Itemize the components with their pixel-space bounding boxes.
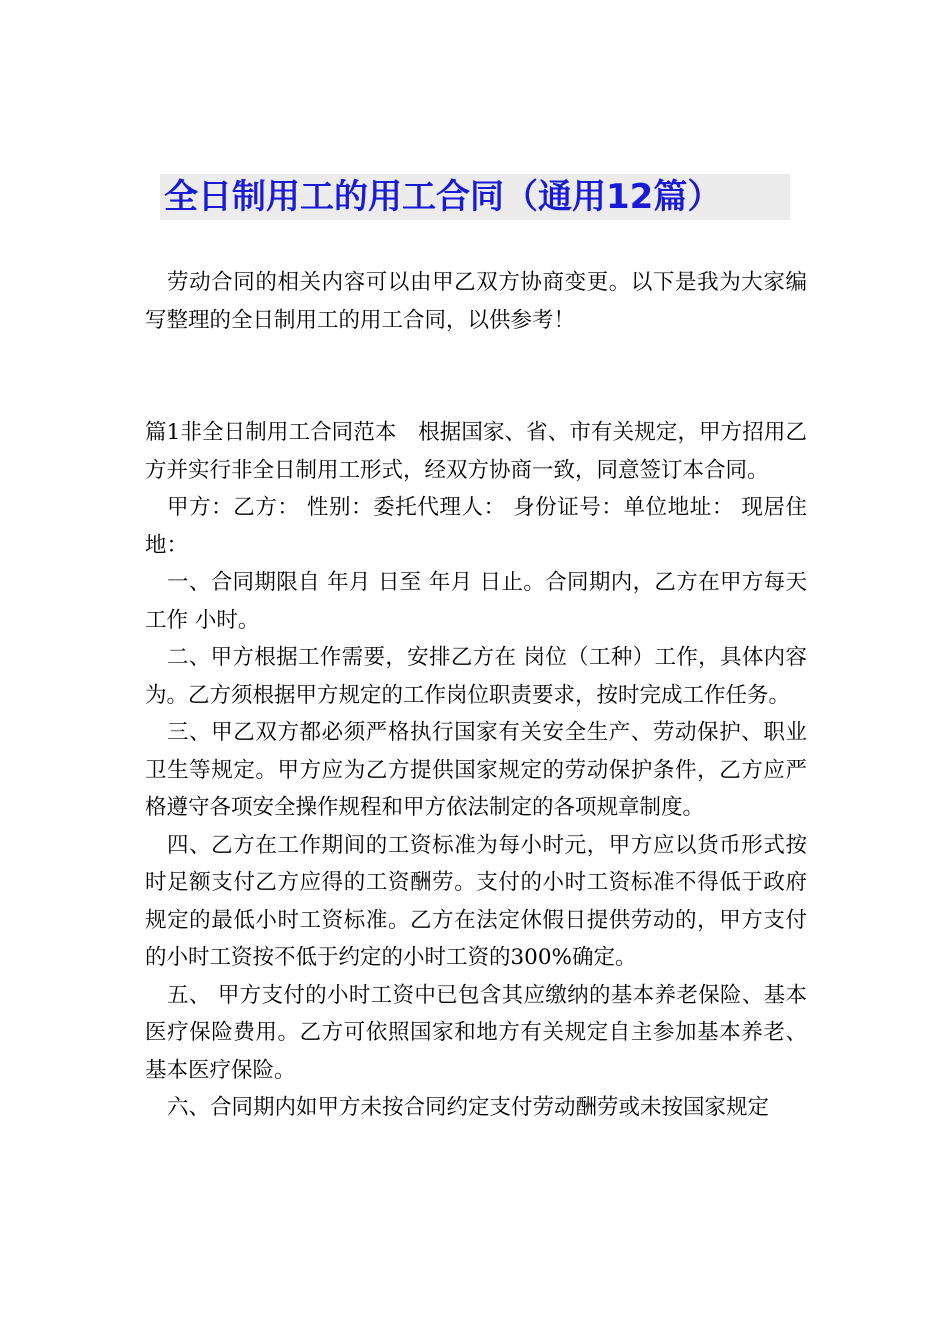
paragraph-6: 四、乙方在工作期间的工资标准为每小时元，甲方应以货币形式按时足额支付乙方应得的工资酬劳。支付的小时工资标准不得低于政府规定的最低小时工资标准。乙方在法定休假日提供劳动的，甲方支付的小时工资按不低于约定的小时工资的300%确定。 bbox=[145, 832, 807, 970]
paragraph-5: 三、甲乙双方都必须严格执行国家有关安全生产、劳动保护、职业卫生等规定。甲方应为乙方提供国家规定的劳动保护条件，乙方应严格遵守各项安全操作规程和甲方依法制定的各项规章制度。 bbox=[145, 720, 807, 820]
paragraph-3: 一、合同期限自 年月 日至 年月 日止。合同期内，乙方在甲方每天工作 小时。 bbox=[145, 570, 807, 633]
intro-paragraph: 劳动合同的相关内容可以由甲乙双方协商变更。以下是我为大家编写整理的全日制用工的用工合同，以供参考！ bbox=[145, 270, 807, 333]
paragraph-8: 六、合同期内如甲方未按合同约定支付劳动酬劳或未按国家规定 bbox=[167, 1095, 770, 1120]
document-title: 全日制用工的用工合同（通用12篇） bbox=[164, 177, 722, 217]
paragraph-4: 二、甲方根据工作需要，安排乙方在 岗位（工种）工作，具体内容为。乙方须根据甲方规定的工作岗位职责要求，按时完成工作任务。 bbox=[145, 645, 807, 708]
paragraph-7: 五、 甲方支付的小时工资中已包含其应缴纳的基本养老保险、基本医疗保险费用。乙方可依照国家和地方有关规定自主参加基本养老、基本医疗保险。 bbox=[145, 982, 807, 1083]
document-body bbox=[145, 264, 807, 1127]
paragraph-1: 篇1非全日制用工合同范本 根据国家、省、市有关规定，甲方招用乙方并实行非全日制用工形式，经双方协商一致，同意签订本合同。 bbox=[145, 420, 807, 483]
paragraph-2: 甲方：乙方： 性别：委托代理人： 身份证号：单位地址： 现居住地： bbox=[145, 495, 807, 558]
